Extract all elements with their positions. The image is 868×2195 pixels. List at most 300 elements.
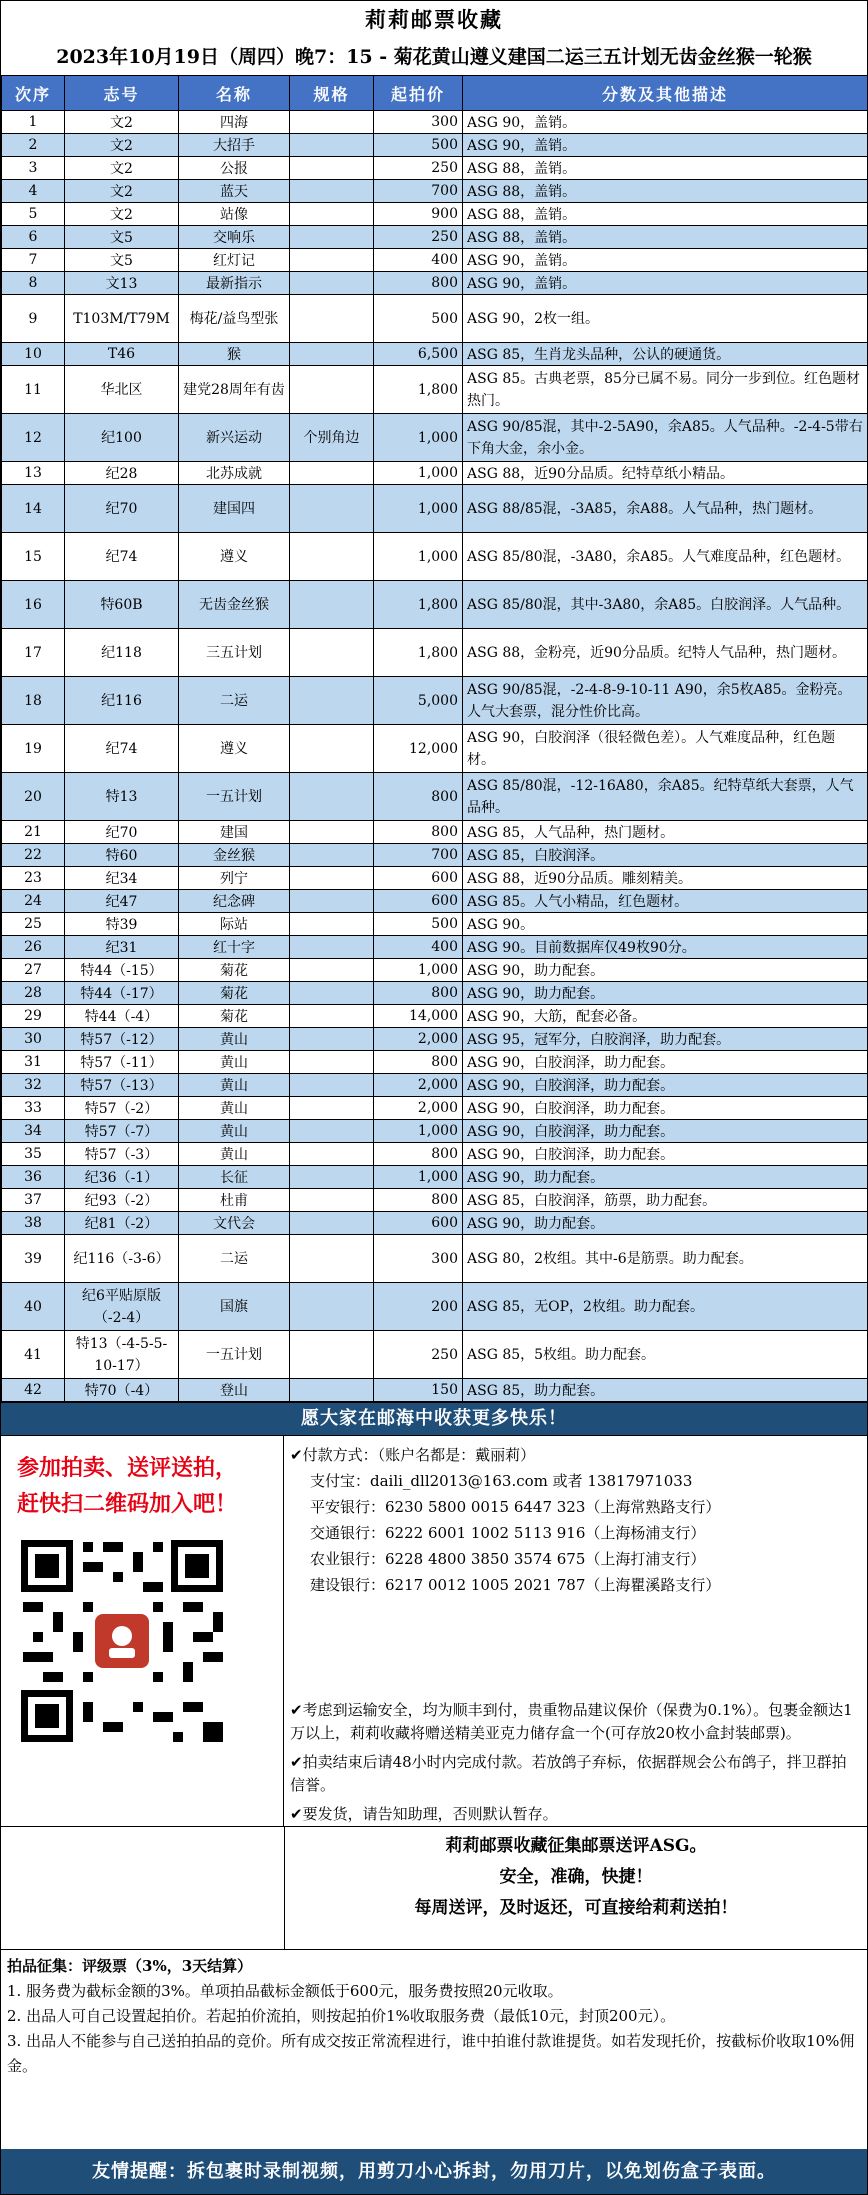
lot-name: 国旗 — [179, 1283, 290, 1331]
slogan-row — [1, 1827, 867, 1950]
delivery-note: ✔要发货，请告知助理，否则默认暂存。 — [290, 1805, 558, 1823]
lot-spec — [290, 821, 374, 844]
lot-name: 三五计划 — [179, 629, 290, 677]
col-header-name: 名称 — [179, 76, 290, 111]
lot-price: 1,000 — [374, 1166, 463, 1189]
lot-desc: ASG 85，生肖龙头品种，公认的硬通货。 — [463, 343, 868, 366]
lot-desc: ASG 85，白胶润泽，筋票，助力配套。 — [463, 1189, 868, 1212]
lot-desc: ASG 85/80混，其中-3A80，余A85。白胶润泽。人气品种。 — [463, 581, 868, 629]
lot-number: 6 — [2, 226, 65, 249]
table-row — [2, 890, 868, 913]
col-header-desc: 分数及其他描述 — [463, 76, 868, 111]
lot-number: 7 — [2, 249, 65, 272]
collection-rule-3: 3. 出品人不能参与自己送拍拍品的竞价。所有成交按正常流程进行，谁中拍谁付款谁提货。如若发现托价，按截标价收取10%佣金。 — [7, 2032, 855, 2075]
lot-spec — [290, 890, 374, 913]
table-header-row — [2, 76, 868, 111]
lot-spec — [290, 249, 374, 272]
lot-code: 特44（-17） — [65, 982, 179, 1005]
bank-ping-an: 平安银行：6230 5800 0015 6447 323（上海常熟路支行） — [310, 1498, 721, 1516]
lot-name: 一五计划 — [179, 1331, 290, 1379]
lot-name: 公报 — [179, 157, 290, 180]
lot-price: 300 — [374, 1235, 463, 1283]
lot-name: 杜甫 — [179, 1189, 290, 1212]
lot-desc: ASG 90，助力配套。 — [463, 1212, 868, 1235]
lot-spec — [290, 844, 374, 867]
lot-name: 菊花 — [179, 1005, 290, 1028]
lot-code: 纪70 — [65, 821, 179, 844]
table-row — [2, 982, 868, 1005]
lot-price: 800 — [374, 982, 463, 1005]
collection-rule-1: 1. 服务费为截标金额的3%。单项拍品截标金额低于600元，服务费按照20元收取。 — [7, 1982, 563, 2000]
info-section — [1, 1435, 867, 1827]
lot-name: 建党28周年有齿 — [179, 366, 290, 414]
lot-desc: ASG 90。 — [463, 913, 868, 936]
table-row — [2, 180, 868, 203]
lot-number: 4 — [2, 180, 65, 203]
lot-spec — [290, 157, 374, 180]
lot-price: 500 — [374, 295, 463, 343]
lot-spec — [290, 1028, 374, 1051]
lot-spec — [290, 1051, 374, 1074]
col-header-code: 志号 — [65, 76, 179, 111]
lot-number: 20 — [2, 773, 65, 821]
lot-number: 2 — [2, 134, 65, 157]
table-row — [2, 1235, 868, 1283]
lot-spec — [290, 1283, 374, 1331]
lot-name: 最新指示 — [179, 272, 290, 295]
lot-spec — [290, 1235, 374, 1283]
lot-code: 纪6平贴原版（-2-4） — [65, 1283, 179, 1331]
lot-name: 蓝天 — [179, 180, 290, 203]
col-header-price: 起拍价 — [374, 76, 463, 111]
table-row — [2, 462, 868, 485]
lot-price: 1,000 — [374, 462, 463, 485]
lot-name: 无齿金丝猴 — [179, 581, 290, 629]
lot-number: 25 — [2, 913, 65, 936]
lot-table-body — [2, 111, 868, 1402]
table-row — [2, 1212, 868, 1235]
lot-code: 纪34 — [65, 867, 179, 890]
table-row — [2, 485, 868, 533]
lot-price: 600 — [374, 890, 463, 913]
lot-price: 600 — [374, 1212, 463, 1235]
lot-name: 金丝猴 — [179, 844, 290, 867]
table-row — [2, 581, 868, 629]
table-row — [2, 1005, 868, 1028]
lot-spec — [290, 1379, 374, 1402]
lot-price: 150 — [374, 1379, 463, 1402]
lot-price: 250 — [374, 226, 463, 249]
lot-code: 文2 — [65, 180, 179, 203]
table-row — [2, 1166, 868, 1189]
lot-desc: ASG 90，盖销。 — [463, 249, 868, 272]
lot-desc: ASG 95，冠军分，白胶润泽，助力配套。 — [463, 1028, 868, 1051]
lot-code: 文2 — [65, 203, 179, 226]
table-row — [2, 725, 868, 773]
promo-line-1: 参加拍卖、送评送拍， — [17, 1455, 238, 1481]
table-row — [2, 867, 868, 890]
lot-price: 700 — [374, 844, 463, 867]
bank-jianshe: 建设银行：6217 0012 1005 2021 787（上海瞿溪路支行） — [310, 1576, 721, 1594]
lot-price: 500 — [374, 134, 463, 157]
lot-number: 8 — [2, 272, 65, 295]
lot-desc: ASG 90，白胶润泽，助力配套。 — [463, 1097, 868, 1120]
lot-desc: ASG 85，人气品种，热门题材。 — [463, 821, 868, 844]
lot-price: 2,000 — [374, 1097, 463, 1120]
slogan-panel — [285, 1827, 867, 1949]
lot-name: 红十字 — [179, 936, 290, 959]
lot-name: 建国四 — [179, 485, 290, 533]
table-row — [2, 1379, 868, 1402]
table-row — [2, 157, 868, 180]
lot-desc: ASG 90/85混，其中-2-5A90，余A85。人气品种。-2-4-5带右下角大金，余小金。 — [463, 414, 868, 462]
lot-name: 菊花 — [179, 982, 290, 1005]
table-row — [2, 1120, 868, 1143]
lot-price: 14,000 — [374, 1005, 463, 1028]
lot-price: 2,000 — [374, 1028, 463, 1051]
lot-spec — [290, 773, 374, 821]
lot-desc: ASG 90/85混，-2-4-8-9-10-11 A90，余5枚A85。金粉亮。人气大套票，混分性价比高。 — [463, 677, 868, 725]
lot-code: 特44（-4） — [65, 1005, 179, 1028]
lot-name: 建国 — [179, 821, 290, 844]
right-panel — [284, 1436, 867, 1826]
lot-desc: ASG 85。古典老票，85分已属不易。同分一步到位。红色题材热门。 — [463, 366, 868, 414]
lot-spec — [290, 295, 374, 343]
lot-desc: ASG 90，盖销。 — [463, 111, 868, 134]
lot-number: 39 — [2, 1235, 65, 1283]
lot-code: 文5 — [65, 226, 179, 249]
lot-name: 站像 — [179, 203, 290, 226]
lot-spec — [290, 629, 374, 677]
lot-price: 1,000 — [374, 533, 463, 581]
lot-number: 29 — [2, 1005, 65, 1028]
lot-desc: ASG 85/80混，-3A80，余A85。人气难度品种，红色题材。 — [463, 533, 868, 581]
slogan-line-2: 安全，准确，快捷！ — [499, 1867, 653, 1887]
lot-price: 700 — [374, 180, 463, 203]
lot-spec — [290, 366, 374, 414]
table-row — [2, 1051, 868, 1074]
lot-name: 纪念碑 — [179, 890, 290, 913]
lot-desc: ASG 88，近90分品质。雕刻精美。 — [463, 867, 868, 890]
lot-price: 1,000 — [374, 485, 463, 533]
lot-number: 17 — [2, 629, 65, 677]
table-row — [2, 366, 868, 414]
lot-table — [1, 75, 868, 1402]
table-row — [2, 203, 868, 226]
lot-name: 新兴运动 — [179, 414, 290, 462]
lot-code: 特57（-11） — [65, 1051, 179, 1074]
table-row — [2, 844, 868, 867]
lot-spec — [290, 462, 374, 485]
lot-code: T46 — [65, 343, 179, 366]
lot-spec — [290, 982, 374, 1005]
lot-name: 长征 — [179, 1166, 290, 1189]
lot-spec — [290, 725, 374, 773]
lot-name: 黄山 — [179, 1097, 290, 1120]
lot-desc: ASG 90，白胶润泽，助力配套。 — [463, 1074, 868, 1097]
lot-code: 纪28 — [65, 462, 179, 485]
lot-price: 1,800 — [374, 581, 463, 629]
shop-name: 莉莉邮票收藏 — [365, 7, 503, 32]
lot-price: 200 — [374, 1283, 463, 1331]
lot-code: 特57（-12） — [65, 1028, 179, 1051]
lot-price: 12,000 — [374, 725, 463, 773]
lot-price: 1,800 — [374, 366, 463, 414]
lot-number: 16 — [2, 581, 65, 629]
lot-code: 文2 — [65, 111, 179, 134]
lot-name: 黄山 — [179, 1028, 290, 1051]
table-row — [2, 1097, 868, 1120]
lot-number: 33 — [2, 1097, 65, 1120]
lot-desc: ASG 90，白胶润泽，助力配套。 — [463, 1143, 868, 1166]
bank-jiaotong: 交通银行：6222 6001 1002 5113 916（上海杨浦支行） — [310, 1524, 706, 1542]
lot-code: 特13 — [65, 773, 179, 821]
slogan-line-3: 每周送评，及时返还，可直接给莉莉送拍！ — [414, 1898, 738, 1918]
lot-spec — [290, 867, 374, 890]
lot-number: 27 — [2, 959, 65, 982]
lot-number: 3 — [2, 157, 65, 180]
lot-price: 800 — [374, 1143, 463, 1166]
lot-code: 纪31 — [65, 936, 179, 959]
lot-spec: 个别角边 — [290, 414, 374, 462]
table-row — [2, 295, 868, 343]
lot-code: 纪118 — [65, 629, 179, 677]
lot-name: 遵义 — [179, 533, 290, 581]
lot-spec — [290, 1331, 374, 1379]
lot-price: 1,000 — [374, 414, 463, 462]
lot-code: 文5 — [65, 249, 179, 272]
lot-code: 文2 — [65, 157, 179, 180]
lot-spec — [290, 485, 374, 533]
lot-number: 18 — [2, 677, 65, 725]
lot-spec — [290, 1166, 374, 1189]
lot-name: 大招手 — [179, 134, 290, 157]
lot-name: 二运 — [179, 677, 290, 725]
lot-name: 黄山 — [179, 1143, 290, 1166]
lot-name: 登山 — [179, 1379, 290, 1402]
promo-line-2: 赶快扫二维码加入吧！ — [17, 1491, 238, 1517]
lot-spec — [290, 959, 374, 982]
lot-spec — [290, 134, 374, 157]
footer-tip: 友情提醒：拆包裹时录制视频，用剪刀小心拆封，勿用刀片，以免划伤盒子表面。 — [1, 2149, 867, 2194]
lot-spec — [290, 1074, 374, 1097]
lot-name: 遵义 — [179, 725, 290, 773]
lot-number: 31 — [2, 1051, 65, 1074]
col-header-no: 次序 — [2, 76, 65, 111]
lot-number: 42 — [2, 1379, 65, 1402]
slogan-line-1: 莉莉邮票收藏征集邮票送评ASG。 — [445, 1836, 707, 1856]
lot-spec — [290, 203, 374, 226]
lot-spec — [290, 1097, 374, 1120]
lot-name: 一五计划 — [179, 773, 290, 821]
lot-number: 1 — [2, 111, 65, 134]
lot-spec — [290, 913, 374, 936]
table-row — [2, 773, 868, 821]
lot-desc: ASG 85，助力配套。 — [463, 1379, 868, 1402]
lot-number: 19 — [2, 725, 65, 773]
lot-spec — [290, 111, 374, 134]
lot-spec — [290, 677, 374, 725]
lot-spec — [290, 1212, 374, 1235]
lot-desc: ASG 90，助力配套。 — [463, 959, 868, 982]
bank-nongye: 农业银行：6228 4800 3850 3574 675（上海打浦支行） — [310, 1550, 706, 1568]
collection-title: 拍品征集：评级票（3%，3天结算） — [7, 1957, 253, 1975]
lot-name: 列宁 — [179, 867, 290, 890]
payment-deadline-note: ✔拍卖结束后请48小时内完成付款。若放鸽子弃标，依据群规会公布鸽子，拌卫群拍信誉。 — [290, 1753, 847, 1794]
lot-price: 600 — [374, 867, 463, 890]
table-row — [2, 913, 868, 936]
lot-code: 特57（-3） — [65, 1143, 179, 1166]
lot-number: 35 — [2, 1143, 65, 1166]
lot-price: 1,800 — [374, 629, 463, 677]
lot-number: 9 — [2, 295, 65, 343]
lot-code: 特60 — [65, 844, 179, 867]
lot-desc: ASG 88，盖销。 — [463, 203, 868, 226]
lot-name: 红灯记 — [179, 249, 290, 272]
alipay-info: 支付宝：daili_dll2013@163.com 或者 13817971033 — [310, 1472, 693, 1490]
lot-name: 四海 — [179, 111, 290, 134]
lot-number: 21 — [2, 821, 65, 844]
lot-spec — [290, 1143, 374, 1166]
lot-number: 30 — [2, 1028, 65, 1051]
auction-title: 2023年10月19日（周四）晚7：15 - 菊花黄山遵义建国二运三五计划无齿金丝猴一轮猴 — [56, 46, 812, 68]
qr-code-icon — [17, 1536, 227, 1746]
table-row — [2, 1143, 868, 1166]
lot-spec — [290, 1005, 374, 1028]
lot-price: 6,500 — [374, 343, 463, 366]
lot-code: 纪74 — [65, 533, 179, 581]
lot-spec — [290, 180, 374, 203]
table-row — [2, 343, 868, 366]
lot-price: 2,000 — [374, 1074, 463, 1097]
table-row — [2, 111, 868, 134]
lot-code: 特57（-13） — [65, 1074, 179, 1097]
table-row — [2, 959, 868, 982]
lot-name: 梅花/益鸟型张 — [179, 295, 290, 343]
lot-price: 800 — [374, 1189, 463, 1212]
payment-title: ✔付款方式：（账户名都是：戴丽莉） — [290, 1446, 536, 1464]
lot-code: 纪100 — [65, 414, 179, 462]
lot-code: 纪116（-3-6） — [65, 1235, 179, 1283]
lot-name: 黄山 — [179, 1074, 290, 1097]
table-row — [2, 821, 868, 844]
lot-price: 250 — [374, 157, 463, 180]
lot-code: 纪47 — [65, 890, 179, 913]
wish-banner: 愿大家在邮海中收获更多快乐！ — [1, 1402, 867, 1435]
promo-panel — [1, 1436, 284, 1826]
lot-code: 特44（-15） — [65, 959, 179, 982]
lot-spec — [290, 1189, 374, 1212]
lot-spec — [290, 581, 374, 629]
lot-spec — [290, 936, 374, 959]
lot-number: 13 — [2, 462, 65, 485]
lot-desc: ASG 85。人气小精品，红色题材。 — [463, 890, 868, 913]
lot-price: 800 — [374, 773, 463, 821]
collection-rule-2: 2. 出品人可自己设置起拍价。若起拍价流拍，则按起拍价1%收取服务费（最低10元，封顶200元）。 — [7, 2007, 676, 2025]
payment-panel — [284, 1436, 867, 1693]
lot-desc: ASG 90，白胶润泽，助力配套。 — [463, 1120, 868, 1143]
lot-desc: ASG 88，金粉亮，近90分品质。纪特人气品种，热门题材。 — [463, 629, 868, 677]
lot-code: T103M/T79M — [65, 295, 179, 343]
lot-desc: ASG 88，盖销。 — [463, 226, 868, 249]
lot-desc: ASG 88，近90分品质。纪特草纸小精品。 — [463, 462, 868, 485]
lot-price: 800 — [374, 821, 463, 844]
lot-desc: ASG 88，盖销。 — [463, 180, 868, 203]
notes-panel — [284, 1693, 867, 1826]
lot-number: 11 — [2, 366, 65, 414]
lot-name: 黄山 — [179, 1051, 290, 1074]
lot-price: 800 — [374, 272, 463, 295]
lot-code: 特39 — [65, 913, 179, 936]
lot-desc: ASG 90，白胶润泽，助力配套。 — [463, 1051, 868, 1074]
table-row — [2, 272, 868, 295]
lot-number: 12 — [2, 414, 65, 462]
table-row — [2, 414, 868, 462]
lot-desc: ASG 90。目前数据库仅49枚90分。 — [463, 936, 868, 959]
lot-name: 菊花 — [179, 959, 290, 982]
lot-desc: ASG 90，2枚一组。 — [463, 295, 868, 343]
lot-desc: ASG 85，白胶润泽。 — [463, 844, 868, 867]
lot-price: 5,000 — [374, 677, 463, 725]
lot-number: 26 — [2, 936, 65, 959]
table-row — [2, 1028, 868, 1051]
lot-number: 40 — [2, 1283, 65, 1331]
lot-desc: ASG 90，大筋，配套必备。 — [463, 1005, 868, 1028]
lot-code: 特57（-2） — [65, 1097, 179, 1120]
lot-desc: ASG 90，盖销。 — [463, 272, 868, 295]
table-row — [2, 226, 868, 249]
lot-code: 纪74 — [65, 725, 179, 773]
lot-desc: ASG 90，白胶润泽（很轻微色差）。人气难度品种，红色题材。 — [463, 725, 868, 773]
lot-code: 纪70 — [65, 485, 179, 533]
lot-price: 400 — [374, 249, 463, 272]
lot-price: 400 — [374, 936, 463, 959]
lot-number: 37 — [2, 1189, 65, 1212]
table-row — [2, 1283, 868, 1331]
lot-desc: ASG 90，助力配套。 — [463, 1166, 868, 1189]
lot-desc: ASG 90，助力配套。 — [463, 982, 868, 1005]
lot-number: 41 — [2, 1331, 65, 1379]
lot-desc: ASG 85/80混，-12-16A80，余A85。纪特草纸大套票，人气品种。 — [463, 773, 868, 821]
lot-name: 二运 — [179, 1235, 290, 1283]
table-row — [2, 533, 868, 581]
collection-panel — [1, 1950, 867, 2098]
lot-code: 华北区 — [65, 366, 179, 414]
lot-price: 800 — [374, 1051, 463, 1074]
lot-name: 文代会 — [179, 1212, 290, 1235]
lot-name: 际站 — [179, 913, 290, 936]
lot-number: 14 — [2, 485, 65, 533]
slogan-spacer — [1, 1827, 285, 1949]
col-header-spec: 规格 — [290, 76, 374, 111]
lot-code: 特70（-4） — [65, 1379, 179, 1402]
lot-desc: ASG 85，无OP，2枚组。助力配套。 — [463, 1283, 868, 1331]
lot-price: 300 — [374, 111, 463, 134]
lot-number: 28 — [2, 982, 65, 1005]
lot-code: 特57（-7） — [65, 1120, 179, 1143]
lot-price: 900 — [374, 203, 463, 226]
lot-number: 5 — [2, 203, 65, 226]
lot-number: 23 — [2, 867, 65, 890]
lot-code: 特13（-4-5-5-10-17） — [65, 1331, 179, 1379]
lot-spec — [290, 343, 374, 366]
lot-spec — [290, 533, 374, 581]
lot-code: 文2 — [65, 134, 179, 157]
table-row — [2, 134, 868, 157]
lot-desc: ASG 90，盖销。 — [463, 134, 868, 157]
lot-price: 250 — [374, 1331, 463, 1379]
lot-name: 黄山 — [179, 1120, 290, 1143]
